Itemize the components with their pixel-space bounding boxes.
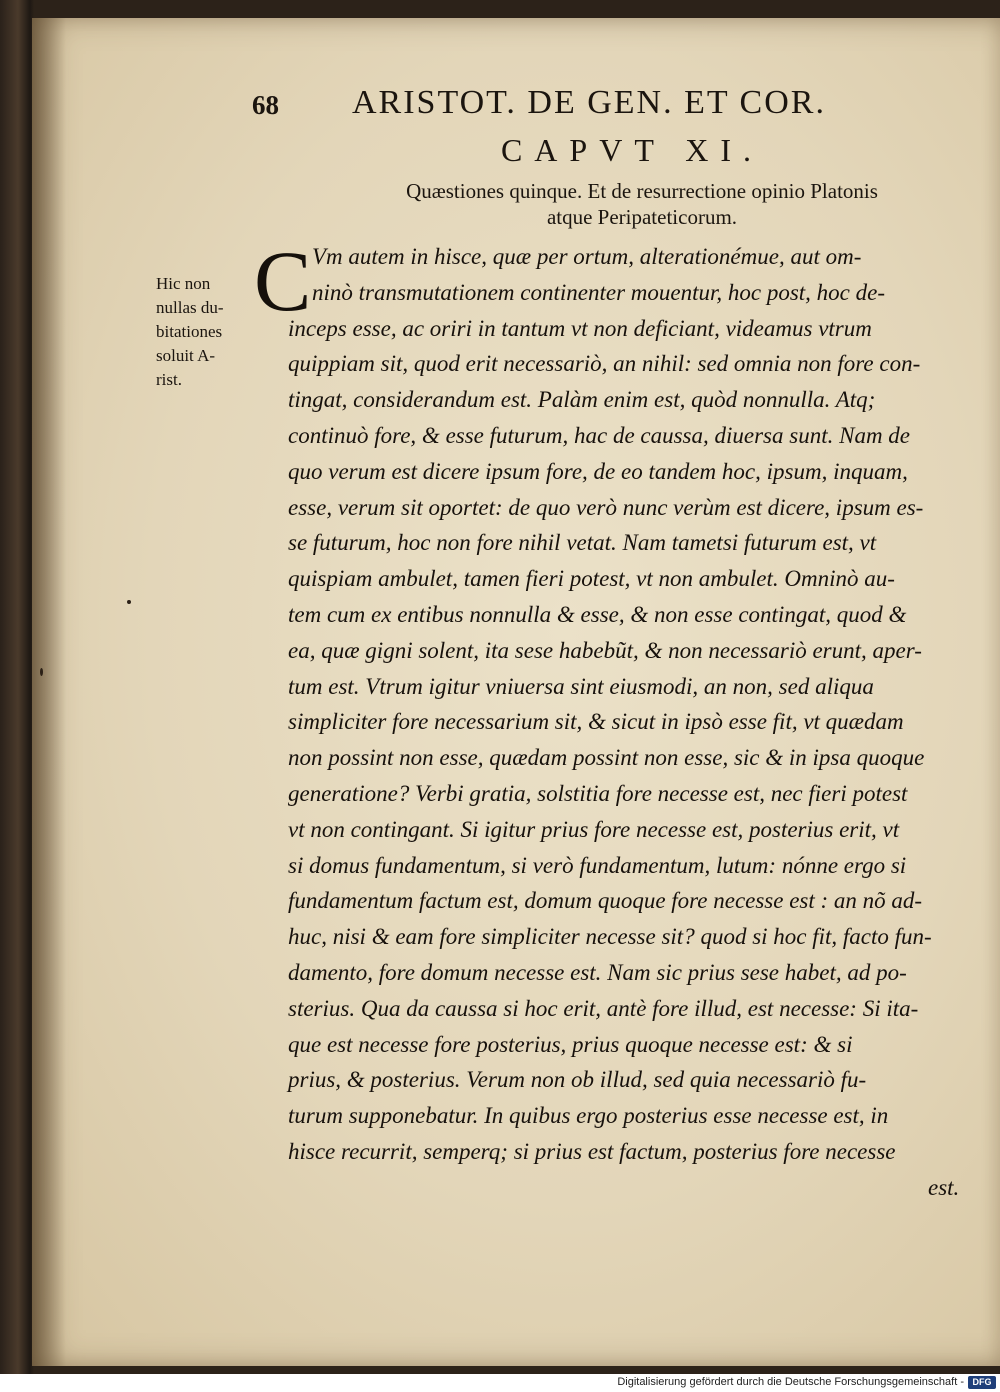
body-line: non possint non esse, quædam possint non esse, sic & in ipsa quoque <box>288 745 925 771</box>
body-line: hisce recurrit, semperq; si prius est factum, posterius fore necesse <box>288 1139 896 1164</box>
body-line: esse, verum sit oportet: de quo verò nunc verùm est dicere, ipsum es- <box>288 494 924 520</box>
body-line: sterius. Qua da caussa si hoc erit, antè fore illud, est necesse: Si ita- <box>288 995 919 1021</box>
body-line: ea, quæ gigni solent, ita sese habebũt, & non necessariò erunt, aper- <box>288 637 922 663</box>
drop-cap: C <box>254 233 312 329</box>
running-title: ARISTOT. DE GEN. ET COR. <box>352 84 826 121</box>
body-line: generatione? Verbi gratia, solstitia fore necesse est, nec fieri potest <box>288 781 908 806</box>
body-line: huc, nisi & eam fore simpliciter necesse sit? quod si hoc fit, facto fun- <box>288 924 932 950</box>
chapter-subtitle <box>282 178 1000 230</box>
body-line: fundamentum factum est, domum quoque fore necesse est : an nõ ad- <box>288 888 923 914</box>
body-line: Vm autem in hisce, quæ per ortum, alterationémue, aut om- <box>312 244 862 269</box>
page-number: 68 <box>252 90 279 120</box>
chapter-heading: CAPVT XI. <box>500 132 764 168</box>
margin-note-line: bitationes <box>156 322 223 341</box>
margin-note-line: soluit A- <box>156 346 216 365</box>
ink-speck <box>127 600 131 604</box>
body-line: tem cum ex entibus nonnulla & esse, & non esse contingat, quod & <box>288 602 907 627</box>
book-page <box>32 18 1000 1366</box>
body-line: quispiam ambulet, tamen fieri potest, vt non ambulet. Omninò au- <box>288 566 895 592</box>
body-line: tum est. Vtrum igitur vniuersa sint eiusmodi, an non, sed aliqua <box>288 673 874 699</box>
ink-speck <box>40 668 43 676</box>
body-line: prius, & posterius. Verum non ob illud, sed quia necessariò fu- <box>288 1067 867 1093</box>
body-line: continuò fore, & esse futurum, hac de caussa, diuersa sunt. Nam de <box>288 423 911 448</box>
body-line: se futurum, hoc non fore nihil vetat. Nam tametsi futurum est, vt <box>288 530 877 556</box>
dfg-logo: DFG <box>968 1376 996 1389</box>
body-line: tingat, considerandum est. Palàm enim est, quòd nonnulla. Atq; <box>288 387 876 413</box>
body-line: ninò transmutationem continenter mouentur, hoc post, hoc de- <box>312 279 886 305</box>
subtitle-line: Quæstiones quinque. Et de resurrectione opinio Platonis <box>406 179 878 203</box>
margin-note-line: nullas du- <box>156 298 224 317</box>
subtitle-line: atque Peripateticorum. <box>546 205 738 229</box>
margin-note-line: rist. <box>156 370 182 389</box>
body-line: turum supponebatur. In quibus ergo posterius esse necesse est, in <box>288 1103 889 1129</box>
margin-note-line: Hic non <box>156 274 211 293</box>
body-line: si domus fundamentum, si verò fundamentum, lutum: nónne ergo si <box>288 852 907 878</box>
footer-credit: Digitalisierung gefördert durch die Deutsche Forschungsgemeinschaft - <box>617 1376 964 1388</box>
body-line: quo verum est dicere ipsum fore, de eo tandem hoc, ipsum, inquam, <box>288 458 908 484</box>
footer-bar <box>0 1374 1000 1392</box>
body-line: que est necesse fore posterius, prius quoque necesse est: & si <box>288 1031 853 1057</box>
running-head <box>252 84 952 134</box>
body-line: est. <box>928 1174 960 1200</box>
margin-note <box>156 272 266 392</box>
body-line: quippiam sit, quod erit necessariò, an nihil: sed omnia non fore con- <box>288 351 921 377</box>
body-line: damento, fore domum necesse est. Nam sic prius sese habet, ad po- <box>288 960 907 985</box>
body-line: vt non contingant. Si igitur prius fore necesse est, posterius erit, vt <box>288 816 900 842</box>
body-line: inceps esse, ac oriri in tantum vt non deficiant, videamus vtrum <box>288 315 872 341</box>
body-line: simpliciter fore necessarium sit, & sicut in ipsò esse fit, vt quædam <box>288 709 904 735</box>
